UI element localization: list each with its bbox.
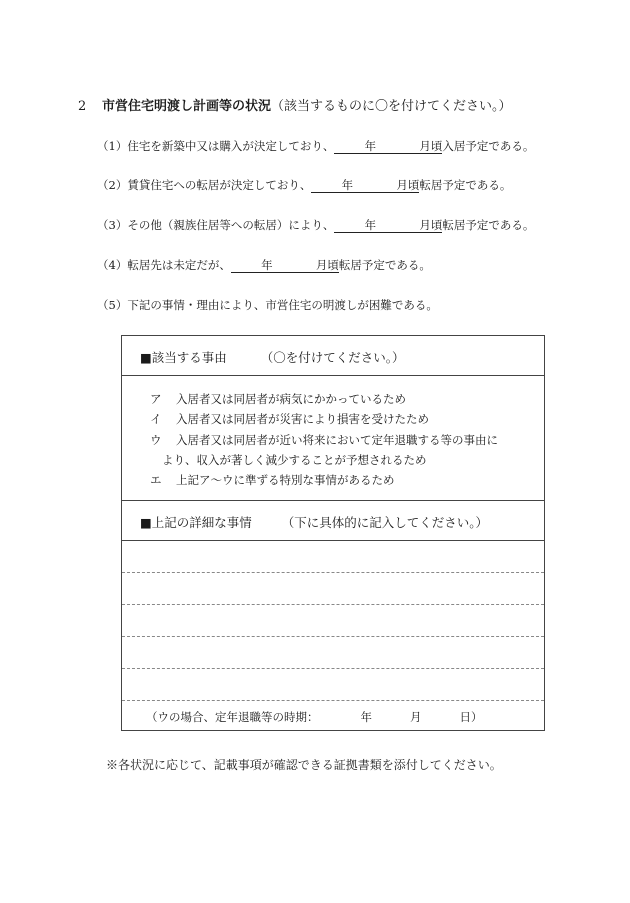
reason-text: より、収入が著しく減少することが予想されるため	[162, 453, 427, 467]
month-blank[interactable]: 月頃	[406, 139, 442, 154]
status-item-label: （1）住宅を新築中又は購入が決定しており、	[97, 139, 335, 153]
status-item-2[interactable]	[97, 177, 511, 193]
status-item-5[interactable]	[97, 297, 438, 313]
reason-text: 上記ア～ウに準ずる特別な事情があるため	[176, 473, 395, 487]
status-item-label: （2）賃貸住宅への転居が決定しており、	[97, 178, 312, 192]
reason-mark: ウ	[150, 433, 162, 447]
divider	[122, 375, 544, 376]
reasons-box	[121, 335, 545, 731]
status-item-suffix: 入居予定である。	[442, 139, 535, 153]
divider	[122, 540, 544, 541]
reason-mark: ア	[150, 392, 162, 406]
status-item-4[interactable]	[97, 257, 431, 273]
status-item-1[interactable]	[97, 138, 534, 154]
retirement-label: （ウの場合、定年退職等の時期：	[146, 710, 319, 724]
divider	[122, 500, 544, 501]
status-item-3[interactable]	[97, 217, 534, 233]
retirement-month: 月	[410, 710, 422, 724]
status-item-suffix: 転居予定である。	[419, 178, 512, 192]
reasons-title	[140, 348, 405, 366]
reason-mark: エ	[150, 473, 162, 487]
reason-item-i[interactable]	[150, 411, 429, 427]
section-title: 市営住宅明渡し計画等の状況	[102, 99, 272, 114]
status-item-label: （4）転居先は未定だが、	[97, 258, 231, 272]
reasons-instruction: （〇を付けてください。）	[260, 350, 405, 365]
month-blank[interactable]: 月頃	[303, 258, 339, 273]
year-blank[interactable]: 年	[311, 178, 383, 193]
writing-line[interactable]	[122, 572, 544, 573]
section-number: 2	[78, 99, 87, 114]
retirement-day: 日）	[459, 710, 483, 724]
status-item-label: （5）下記の事情・理由により、市営住宅の明渡しが困難である。	[97, 298, 438, 312]
writing-line[interactable]	[122, 636, 544, 637]
footer-note: ※各状況に応じて、記載事項が確認できる証拠書類を添付してください。	[106, 758, 502, 772]
reasons-title-text: ■該当する事由	[140, 350, 227, 365]
writing-line[interactable]	[122, 668, 544, 669]
reason-item-a[interactable]	[150, 391, 406, 407]
year-blank[interactable]: 年	[334, 218, 406, 233]
details-instruction: （下に具体的に記入してください。）	[281, 515, 489, 530]
reason-item-u[interactable]	[150, 432, 498, 448]
status-item-label: （3）その他（親族住居等への転居）により、	[97, 218, 335, 232]
details-title	[140, 513, 488, 531]
reason-mark: イ	[150, 412, 162, 426]
section-instruction: （該当するものに〇を付けてください。）	[271, 99, 512, 114]
reason-item-u-continued	[162, 452, 427, 468]
writing-line[interactable]	[122, 700, 544, 701]
section-heading	[78, 95, 512, 114]
status-item-suffix: 転居予定である。	[338, 258, 431, 272]
reason-text: 入居者又は同居者が災害により損害を受けたため	[176, 412, 429, 426]
month-blank[interactable]: 月頃	[406, 218, 442, 233]
details-title-text: ■上記の詳細な事情	[140, 515, 252, 530]
year-blank[interactable]: 年	[334, 139, 406, 154]
month-blank[interactable]: 月頃	[383, 178, 419, 193]
reason-text: 入居者又は同居者が近い将来において定年退職する等の事由に	[176, 433, 498, 447]
reason-text: 入居者又は同居者が病気にかかっているため	[176, 392, 406, 406]
writing-line[interactable]	[122, 604, 544, 605]
year-blank[interactable]: 年	[231, 258, 303, 273]
status-item-suffix: 転居予定である。	[442, 218, 535, 232]
retirement-year: 年	[360, 710, 372, 724]
reason-item-e[interactable]	[150, 472, 395, 488]
retirement-period-row[interactable]	[146, 709, 483, 725]
